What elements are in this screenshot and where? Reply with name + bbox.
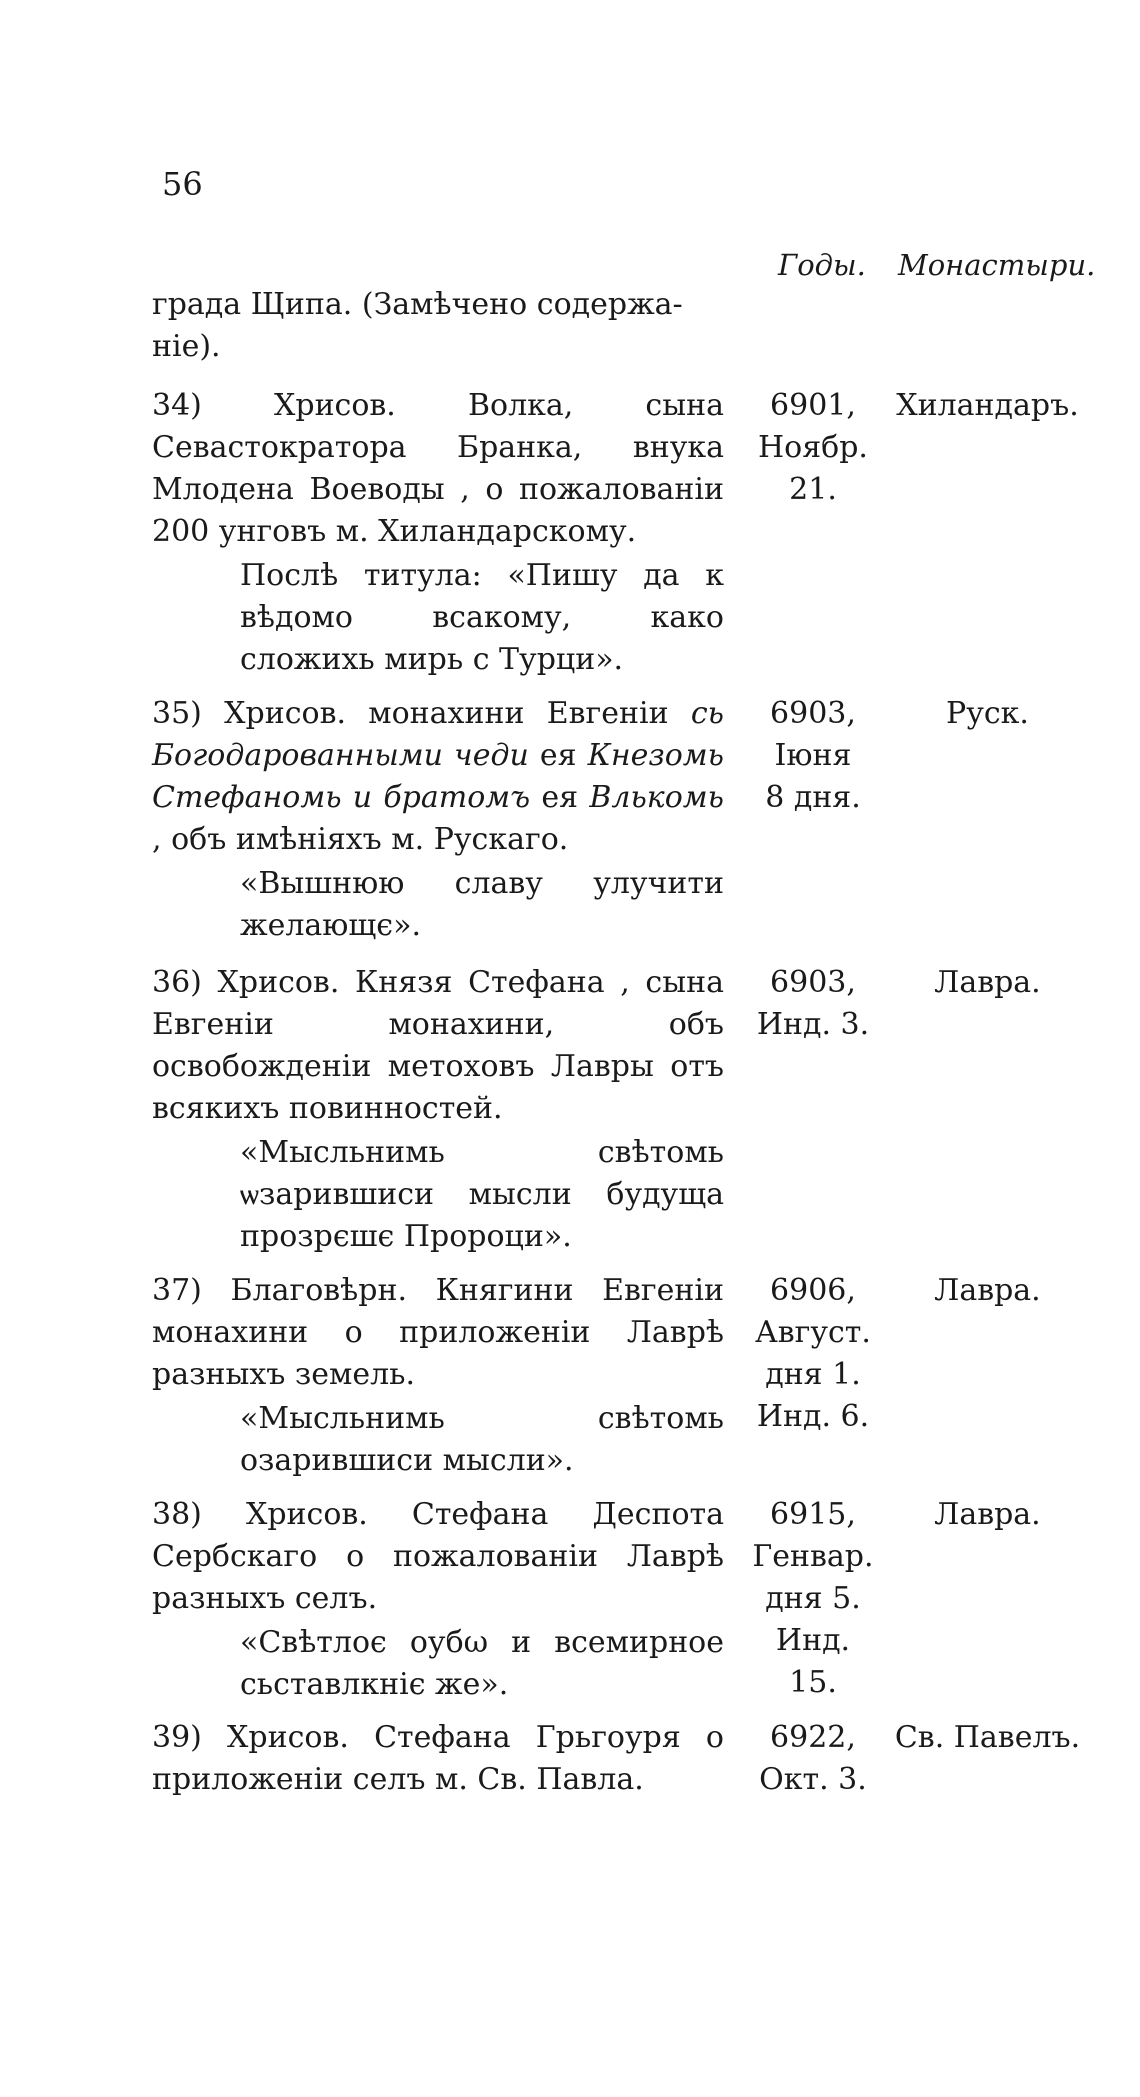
- year-line: 6903,: [770, 965, 856, 1000]
- year-line: 6922,: [770, 1720, 856, 1755]
- entry-description: [152, 693, 724, 947]
- page-number: 56: [162, 165, 203, 203]
- year-line: Генвар.: [752, 1539, 874, 1574]
- entry-lead: 39) Хрисов. Стефана Грьгоуря о приложеніи селъ м. Св. Павла.: [152, 1720, 724, 1797]
- entry-monastery: Хиландаръ.: [896, 388, 1079, 423]
- entry-years: [748, 1717, 878, 1801]
- year-line: Инд. 3.: [756, 1007, 870, 1042]
- lead-italic: сь Богодарованными чеди: [152, 696, 724, 773]
- year-line: 21.: [789, 472, 837, 507]
- years-column-header: Годы.: [778, 248, 866, 282]
- entry-quote: «Вышнюю славу улучити желающє».: [240, 866, 724, 943]
- entry-quote: Послѣ титула: «Пишу да к вѣдомо всакому, како сложихь мирь с Турци».: [240, 558, 724, 677]
- year-line: 8 дня.: [765, 780, 861, 815]
- entry-description: [152, 962, 724, 1258]
- lead-italic: Кнезомь Стефаномь и братомъ: [152, 738, 724, 815]
- lead-text: ея: [539, 738, 577, 773]
- entry-description: [152, 1270, 724, 1482]
- entry-years: [748, 693, 878, 819]
- carryover-text: [152, 284, 724, 368]
- lead-italic: Влькомь: [589, 780, 724, 815]
- year-line: 6903,: [770, 696, 856, 731]
- entry-monastery: Св. Павелъ.: [894, 1720, 1081, 1755]
- year-line: 6901,: [770, 388, 856, 423]
- monasteries-column-header: Монастыри.: [898, 248, 1096, 282]
- year-line: дня 1.: [765, 1357, 861, 1392]
- entry-monastery: Руск.: [946, 696, 1029, 731]
- entry-monastery: Лавра.: [934, 965, 1041, 1000]
- year-line: Инд. 15.: [775, 1623, 851, 1700]
- year-line: 6906,: [770, 1273, 856, 1308]
- year-line: дня 5.: [765, 1581, 861, 1616]
- year-line: Іюня: [774, 738, 852, 773]
- entry-lead: [152, 693, 724, 861]
- year-line: Август.: [755, 1315, 871, 1350]
- entry-monastery: Лавра.: [934, 1497, 1041, 1532]
- entry-lead: 37) Благовѣрн. Княгини Евгеніи монахини о приложеніи Лаврѣ разныхъ земель.: [152, 1273, 724, 1392]
- entry-monastery: Лавра.: [934, 1273, 1041, 1308]
- lead-text: , объ имѣніяхъ м. Рускаго.: [152, 822, 569, 857]
- entry-quote: «Свѣтлоє оубω и всемирное сьставлкніє же».: [240, 1625, 724, 1702]
- entry-quote: «Мысльнимь свѣтомь озарившиси мысли».: [240, 1401, 724, 1478]
- entry-description: [152, 385, 724, 681]
- entry-years: [748, 1494, 878, 1704]
- year-line: Окт. 3.: [759, 1762, 867, 1797]
- year-line: Ноябр.: [758, 430, 868, 465]
- entry-lead: 34) Хрисов. Волка, сына Севастократора Бранка, внука Млодена Воеводы , о пожалованіи 200 унговъ м. Хиландарскому.: [152, 388, 724, 549]
- entry-lead: 36) Хрисов. Князя Стефана , сына Евгеніи монахини, объ освобожденіи метоховъ Лавры отъ всякихъ повинностей.: [152, 965, 724, 1126]
- entry-description: [152, 1717, 724, 1801]
- entry-description: [152, 1494, 724, 1706]
- carryover-line: града Щипа. (Замѣчено содержа-: [152, 287, 683, 322]
- entry-years: [748, 385, 878, 511]
- entry-years: [748, 962, 878, 1046]
- lead-text: 35) Хрисов. монахини Евгеніи: [152, 696, 669, 731]
- lead-text: ея: [541, 780, 579, 815]
- entry-quote: «Мысльнимь свѣтомь ѡзарившиси мысли будуща прозрєшє Пророци».: [240, 1135, 724, 1254]
- carryover-line: ніе).: [152, 329, 221, 364]
- entry-lead: 38) Хрисов. Стефана Деспота Сербскаго о пожалованіи Лаврѣ разныхъ селъ.: [152, 1497, 724, 1616]
- year-line: Инд. 6.: [756, 1399, 870, 1434]
- entry-years: [748, 1270, 878, 1438]
- year-line: 6915,: [770, 1497, 856, 1532]
